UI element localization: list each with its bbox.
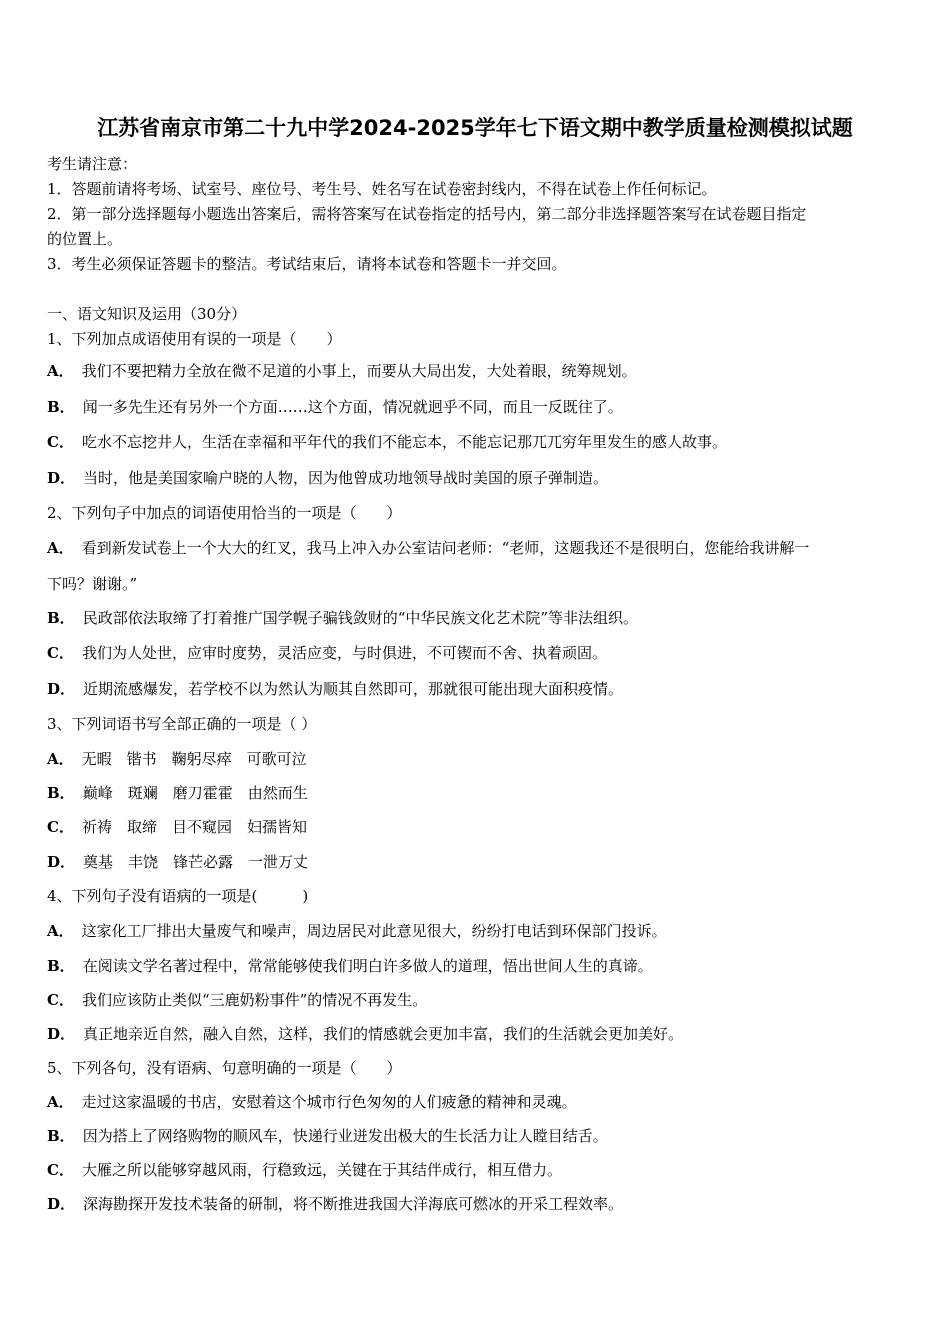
option-b <box>47 782 308 803</box>
question-stem: 4、下列句子没有语病的一项是( ) <box>47 887 309 905</box>
option-b <box>47 396 623 417</box>
option-text: 在阅读文学名著过程中，常常能够使我们明白许多做人的道理，悟出世间人生的真谛。 <box>82 957 653 975</box>
option-c <box>47 989 427 1010</box>
option-d <box>47 678 623 699</box>
option-label: C． <box>47 1161 74 1179</box>
option-label: A． <box>47 362 74 380</box>
option-text: 走过这家温暖的书店，安慰着这个城市行色匆匆的人们疲惫的精神和灵魂。 <box>81 1093 577 1111</box>
option-label: D． <box>47 1025 76 1043</box>
option-text: 因为搭上了网络购物的顺风车，快递行业迸发出极大的生长活力让人瞠目结舌。 <box>82 1127 608 1145</box>
option-text: 大雁之所以能够穿越风雨，行稳致远，关键在于其结伴成行，相互借力。 <box>81 1161 562 1179</box>
option-label: D． <box>47 680 76 698</box>
question-stem: 2、下列句子中加点的词语使用恰当的一项是（ ） <box>47 504 402 522</box>
notice-heading: 考生请注意： <box>47 155 138 173</box>
option-b <box>47 955 653 976</box>
option-text: 真正地亲近自然，融入自然，这样，我们的情感就会更加丰富，我们的生活就会更加美好。 <box>83 1025 684 1043</box>
notice-item: 1．答题前请将考场、试室号、座位号、考生号、姓名写在试卷密封线内，不得在试卷上作任何标记。 <box>47 180 717 198</box>
option-label: A． <box>47 1093 74 1111</box>
option-label: B． <box>47 1127 75 1145</box>
option-text: 巅峰 斑斓 磨刀霍霍 由然而生 <box>82 784 308 802</box>
option-text: 深海勘探开发技术装备的研制，将不断推进我国大洋海底可燃冰的开采工程效率。 <box>83 1195 624 1213</box>
option-b <box>47 607 638 628</box>
option-c <box>47 642 607 663</box>
notice-item: 的位置上。 <box>47 230 123 248</box>
option-text: 祈祷 取缔 目不窥园 妇孺皆知 <box>81 818 307 836</box>
option-label: B． <box>47 609 75 627</box>
question-stem: 5、下列各句，没有语病、句意明确的一项是（ ） <box>47 1059 402 1077</box>
option-text: 无暇 锴书 鞠躬尽瘁 可歌可泣 <box>81 750 307 768</box>
option-label: A． <box>47 750 74 768</box>
option-a <box>47 360 637 381</box>
option-a <box>47 748 307 769</box>
option-text: 民政部依法取缔了打着推广国学幌子骗钱敛财的“中华民族文化艺术院”等非法组织。 <box>82 609 639 627</box>
option-label: A． <box>47 539 74 557</box>
option-text: 近期流感爆发，若学校不以为然认为顺其自然即可，那就很可能出现大面积疫情。 <box>83 680 624 698</box>
option-d <box>47 1193 623 1214</box>
notice-item: 2．第一部分选择题每小题选出答案后，需将答案写在试卷指定的括号内，第二部分非选择题答案写在试卷题目指定 <box>47 205 807 223</box>
option-label: D． <box>47 1195 76 1213</box>
section-heading: 一、语文知识及运用（30分） <box>47 305 247 323</box>
option-label: C． <box>47 644 74 662</box>
option-c <box>47 431 727 452</box>
option-label: B． <box>47 398 75 416</box>
option-label: B． <box>47 957 75 975</box>
option-text: 这家化工厂排出大量废气和噪声，周边居民对此意见很大，纷纷打电话到环保部门投诉。 <box>81 922 667 940</box>
option-label: C． <box>47 818 74 836</box>
option-text: 我们为人处世，应审时度势，灵活应变，与时俱进，不可锲而不舍、执着顽固。 <box>81 644 607 662</box>
option-d <box>47 1023 683 1044</box>
option-text: 我们应该防止类似“三鹿奶粉事件”的情况不再发生。 <box>81 991 428 1009</box>
option-c <box>47 816 307 837</box>
notice-item: 3．考生必须保证答题卡的整洁。考试结束后，请将本试卷和答题卡一并交回。 <box>47 255 567 273</box>
option-text: 看到新发试卷上一个大大的红叉，我马上冲入办公室诘问老师：“老师，这题我还不是很明白，您能给我讲解一 <box>81 539 810 557</box>
page-title: 江苏省南京市第二十九中学2024-2025学年七下语文期中教学质量检测模拟试题 <box>97 116 853 140</box>
option-label: D． <box>47 469 76 487</box>
option-a <box>47 537 809 558</box>
option-label: D． <box>47 853 76 871</box>
option-text: 奠基 丰饶 锋芒必露 一泄万丈 <box>83 853 309 871</box>
option-label: C． <box>47 433 74 451</box>
option-a <box>47 920 667 941</box>
option-text: 当时，他是美国家喻户晓的人物，因为他曾成功地领导战时美国的原子弹制造。 <box>83 469 609 487</box>
option-label: C． <box>47 991 74 1009</box>
option-a-continued: 下吗？谢谢。” <box>47 575 138 593</box>
option-b <box>47 1125 608 1146</box>
option-d <box>47 851 308 872</box>
option-c <box>47 1159 562 1180</box>
option-label: B． <box>47 784 75 802</box>
question-stem: 1、下列加点成语使用有误的一项是（ ） <box>47 330 342 348</box>
option-d <box>47 467 608 488</box>
option-text: 闻一多先生还有另外一个方面……这个方面，情况就迥乎不同，而且一反既往了。 <box>82 398 623 416</box>
option-label: A． <box>47 922 74 940</box>
option-a <box>47 1091 577 1112</box>
option-text: 吃水不忘挖井人，生活在幸福和平年代的我们不能忘本，不能忘记那兀兀穷年里发生的感人故事。 <box>81 433 727 451</box>
option-text: 我们不要把精力全放在微不足道的小事上，而要从大局出发，大处着眼，统筹规划。 <box>81 362 637 380</box>
question-stem: 3、下列词语书写全部正确的一项是（ ） <box>47 715 317 733</box>
